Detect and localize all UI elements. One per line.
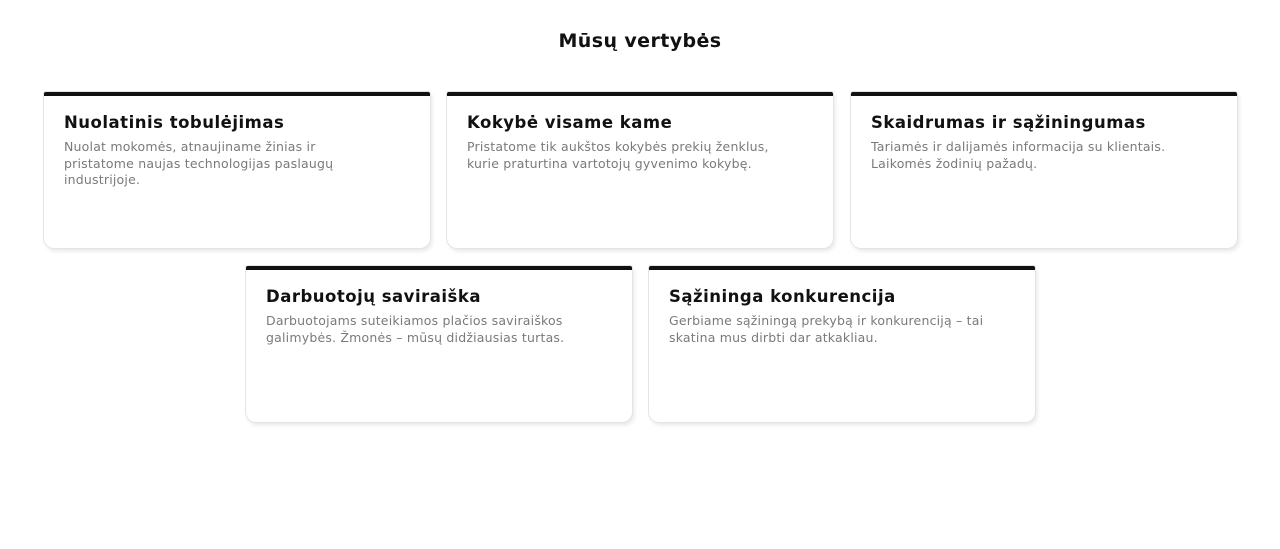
card-title: Kokybė visame kame [467, 113, 673, 132]
card-description: Pristatome tik aukštos kokybės prekių ženklus, kurie praturtina vartotojų gyvenimo kokybę. [467, 139, 769, 171]
card-description: Nuolat mokomės, atnaujiname žinias ir pristatome naujas technologijas paslaugų industrijoje. [64, 139, 334, 187]
card-title: Nuolatinis tobulėjimas [64, 113, 285, 132]
section-title: Mūsų vertybės [558, 30, 722, 52]
value-card-quality [447, 92, 833, 248]
value-card-continuous-improvement [44, 92, 430, 248]
value-card-self-expression [246, 266, 632, 422]
card-description: Tariamės ir dalijamės informacija su klientais. Laikomės žodinių pažadų. [871, 139, 1166, 171]
card-description: Gerbiame sąžiningą prekybą ir konkurenciją – tai skatina mus dirbti dar atkakliau. [669, 313, 984, 345]
card-title: Sąžininga konkurencija [669, 287, 896, 306]
value-card-fair-competition [649, 266, 1035, 422]
card-description: Darbuotojams suteikiamos plačios saviraiškos galimybės. Žmonės – mūsų didžiausias turtas. [266, 313, 565, 345]
card-title: Skaidrumas ir sąžiningumas [871, 113, 1146, 132]
card-title: Darbuotojų saviraiška [266, 287, 481, 306]
value-card-transparency [851, 92, 1237, 248]
